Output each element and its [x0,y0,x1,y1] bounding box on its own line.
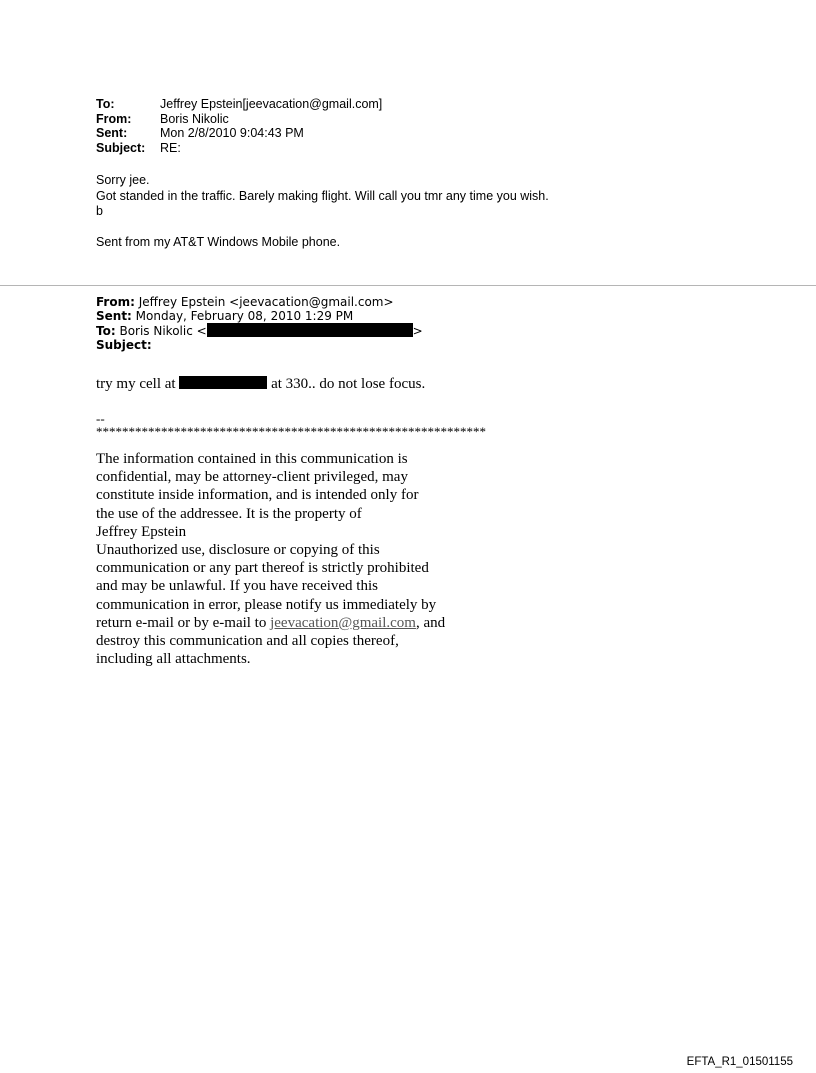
redaction-block [179,376,267,389]
signature-separator [96,412,486,438]
subject-label: Subject: [96,338,152,352]
to-label: To: [96,324,116,338]
sent-label: Sent: [96,126,128,140]
email1-to-row [96,97,382,112]
disclaimer-line: including all attachments. [96,651,251,668]
email2-subject-row [96,338,423,352]
from-value: Boris Nikolic [160,111,229,126]
body-text-after: at 330.. do not lose focus. [267,376,426,392]
email1-body-line: b [96,204,103,218]
email2-to-row [96,323,423,338]
email-link[interactable]: jeevacation@gmail.com [270,614,416,631]
to-value-suffix: > [412,324,423,338]
from-label: From: [96,111,132,126]
divider-line [0,285,816,286]
separator-stars: ************************************************************ [96,424,486,439]
document-id: EFTA_R1_01501155 [686,1056,793,1068]
disclaimer-line: and may be unlawful. If you have received this [96,578,378,595]
to-label: To: [96,97,115,111]
from-label: From: [96,295,135,309]
from-value: Jeffrey Epstein <jeevacation@gmail.com> [134,295,394,309]
sent-value: Monday, February 08, 2010 1:29 PM [131,309,354,323]
email1-subject-row [96,141,382,156]
to-value: Jeffrey Epstein[jeevacation@gmail.com] [160,97,383,111]
disclaimer-line: constitute inside information, and is intended only for [96,487,419,504]
disclaimer-line: The information contained in this communication is [96,451,408,467]
separator-dashes: -- [96,411,105,426]
disclaimer-line: Unauthorized use, disclosure or copying of this [96,542,380,559]
email1-header [96,97,382,155]
body-text-before: try my cell at [96,376,180,392]
subject-value: RE: [160,140,181,155]
disclaimer-line: the use of the addressee. It is the property of [96,505,362,522]
disclaimer-line: communication or any part thereof is strictly prohibited [96,560,429,577]
disclaimer-line: destroy this communication and all copies thereof, [96,633,399,650]
email2-body [96,375,425,393]
spacer [96,220,549,236]
email2-from-row [96,295,423,309]
to-value-prefix: Boris Nikolic < [115,324,207,338]
email1-body-line: Got standed in the traffic. Barely making flight. Will call you tmr any time you wish. [96,188,549,203]
sent-value: Mon 2/8/2010 9:04:43 PM [160,126,304,140]
disclaimer-text: return e-mail or by e-mail to [96,614,271,631]
email1-sent-row [96,126,382,141]
email1-body-line: Sorry jee. [96,173,150,187]
email1-body [96,173,549,251]
redaction-block [207,323,413,337]
disclaimer-text: , and [415,614,446,631]
email2-header [96,295,423,352]
disclaimer-line: confidential, may be attorney-client privileged, may [96,469,408,486]
subject-label: Subject: [96,140,146,155]
disclaimer-line: Jeffrey Epstein [96,523,187,540]
sent-label: Sent: [96,309,132,323]
disclaimer-line: communication in error, please notify us immediately by [96,596,437,613]
email1-from-row [96,112,382,127]
confidentiality-disclaimer [96,450,445,668]
email2-sent-row [96,309,423,323]
email1-signature: Sent from my AT&T Windows Mobile phone. [96,235,341,249]
disclaimer-line [96,614,445,632]
